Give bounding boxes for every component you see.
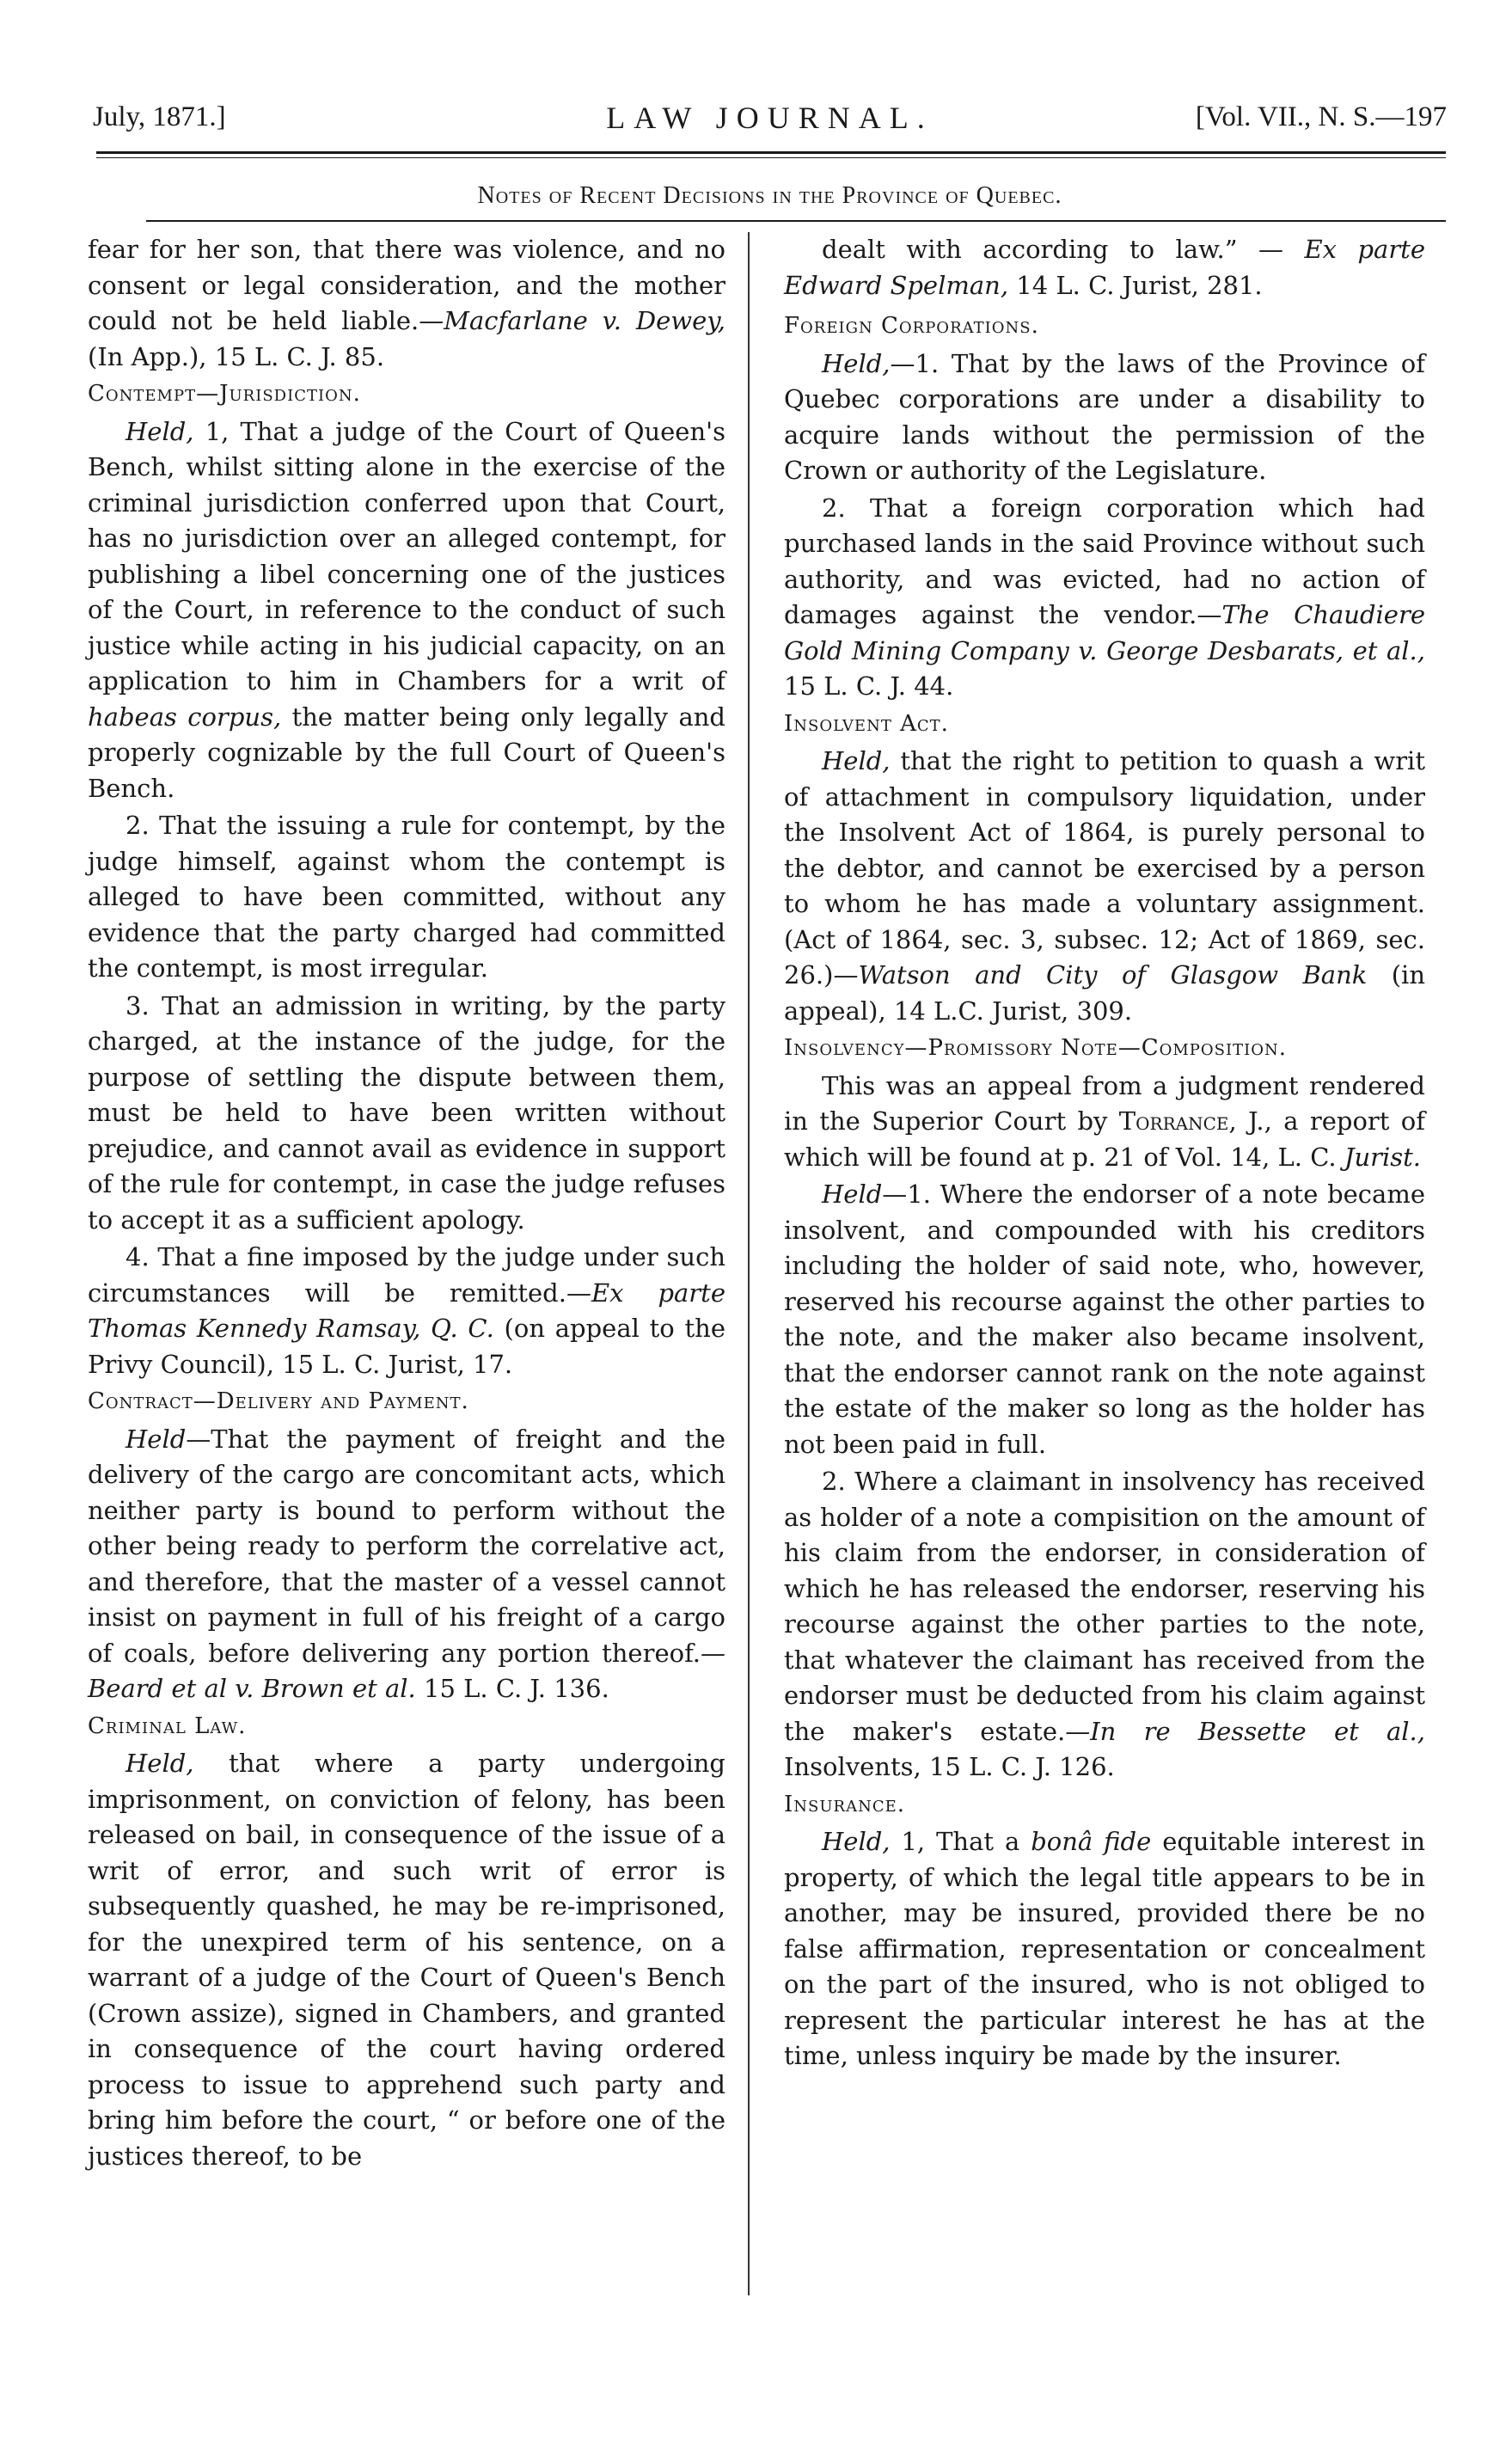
section-rule — [146, 220, 1446, 222]
insolvency-paragraph-1: Held—1. Where the endorser of a note became insolvent, and compounded with his creditors including the holder of said note, who, however, reserved his recourse against the other parties to the note, and the maker also became insolvent, that the endorser cannot rank on the note against the estate of the maker so long as the holder has not been paid in full. — [784, 1179, 1425, 1459]
heading-foreign-corporations: Foreign Corporations. — [784, 313, 1039, 339]
insolvent-act-paragraph: Held, that the right to petition to quash a writ of attachment in compulsory liquidation, under the Insolvent Act of 1864, is purely personal to the debtor, and cannot be exercised by a person to whom he has made a voluntary assignment. (Act of 1864, sec. 3, subsec. 12; Act of 1869, sec. 26.)—Watson and City of Glasgow Bank (in appeal), 14 L.C. Jurist, 309. — [784, 746, 1426, 1026]
column-divider — [748, 232, 750, 2295]
continued-paragraph: fear for her son, that there was violence, and no consent or legal consideration, and the mother could not be held liable.—Macfarlane v. Dewey, (In App.), 15 L. C. J. 85. — [88, 235, 726, 371]
left-column — [88, 232, 725, 2174]
header-journal-title: LAW JOURNAL. — [606, 101, 934, 135]
right-column — [784, 232, 1425, 2074]
contempt-paragraph-3: 3. That an admission in writing, by the party charged, at the instance of the judge, for the purpose of settling the dispute between them, must be held to have been written without prejudice, and cannot avail as evidence in support of the rule for contempt, in case the judge refuses to accept it as a sufficient apology. — [88, 990, 725, 1235]
header-rule-thin — [96, 157, 1446, 158]
foreign-paragraph-2: 2. That a foreign corporation which had purchased lands in the said Province without such authority, and was evicted, had no action of damages against the vendor.—The Chaudiere Gold Mining Company v. George Desbarats, et al., 15 L. C. J. 44. — [784, 493, 1425, 701]
heading-contempt: Contempt—Jurisdiction. — [88, 381, 361, 407]
foreign-paragraph-1: Held,—1. That by the laws of the Province of Quebec corporations are under a disability to acquire lands without the permission of the Crown or authority of the Legislature. — [784, 348, 1425, 485]
heading-insolvent-act: Insolvent Act. — [784, 710, 949, 737]
contempt-paragraph-2: 2. That the issuing a rule for contempt, by the judge himself, against whom the contempt is alleged to have been committed, without any evidence that the party charged had committed the contempt, is most irregular. — [88, 811, 725, 983]
heading-insurance: Insurance. — [784, 1791, 905, 1817]
criminal-law-paragraph: Held, that where a party undergoing imprisonment, on conviction of felony, has been released on bail, in consequence of the issue of a writ of error, and such writ of error is subsequently quashed, he may be re-imprisoned, for the unexpired term of his sentence, on a warrant of a judge of the Court of Queen's Bench (Crown assize), signed in Chambers, and granted in consequence of the court having ordered process to issue to apprehend such party and bring him before the court, “ or before one of the justices thereof, to be — [88, 1749, 725, 2171]
insolvency-paragraph-2: 2. Where a claimant in insolvency has received as holder of a note a compisition on the amount of his claim from the endorser, in consideration of which he has released the endorser, reserving his recourse against the other parties to the note, that whatever the claimant has received from the endorser must be deducted from his claim against the maker's estate.—In re Bessette et al., Insolvents, 15 L. C. J. 126. — [784, 1467, 1425, 1781]
header-volume-page: [Vol. VII., N. S.—197 — [1195, 101, 1447, 132]
heading-criminal-law: Criminal Law. — [88, 1713, 247, 1739]
heading-contract: Contract—Delivery and Payment. — [88, 1388, 469, 1414]
insurance-paragraph: Held, 1, That a bonâ fide equitable interest in property, of which the legal title appears to be in another, may be insured, provided there be no false affirmation, representation or concealment on the part of the insured, who is not obliged to represent the particular interest he has at the time, unless inquiry be made by the insurer. — [784, 1827, 1425, 2070]
section-title: Notes of Recent Decisions in the Province of Quebec. — [477, 182, 1062, 209]
contract-paragraph: Held—That the payment of freight and the delivery of the cargo are concomitant acts, which neither party is bound to perform without the other being ready to perform the correlative act, and therefore, that the master of a vessel cannot insist on payment in full of his freight of a cargo of coals, before delivering any portion thereof.—Beard et al v. Brown et al. 15 L. C. J. 136. — [88, 1424, 725, 1703]
continued-quote-paragraph: dealt with according to law.” — Ex parte Edward Spelman, 14 L. C. Jurist, 281. — [784, 235, 1425, 300]
header-rule-thick — [96, 151, 1446, 154]
insolvency-intro-paragraph: This was an appeal from a judgment rendered in the Superior Court by Torrance, J., a report of which will be found at p. 21 of Vol. 14, L. C. Jurist. — [784, 1070, 1426, 1172]
running-header — [93, 101, 1447, 144]
header-date: July, 1871.] — [93, 101, 226, 132]
contempt-paragraph-4: 4. That a fine imposed by the judge under such circumstances will be remitted.—Ex parte Thomas Kennedy Ramsay, Q. C. (on appeal to the Privy Council), 15 L. C. Jurist, 17. — [88, 1242, 725, 1379]
heading-insolvency-note: Insolvency—Promissory Note—Composition. — [784, 1035, 1287, 1061]
contempt-paragraph-1: Held, 1, That a judge of the Court of Queen's Bench, whilst sitting alone in the exercise of the criminal jurisdiction conferred upon that Court, has no jurisdiction over an alleged contempt, for publishing a libel concerning one of the justices of the Court, in reference to the conduct of such justice while acting in his judicial capacity, on an application to him in Chambers for a writ of habeas corpus, the matter being only legally and properly cognizable by the full Court of Queen's Bench. — [88, 416, 725, 803]
